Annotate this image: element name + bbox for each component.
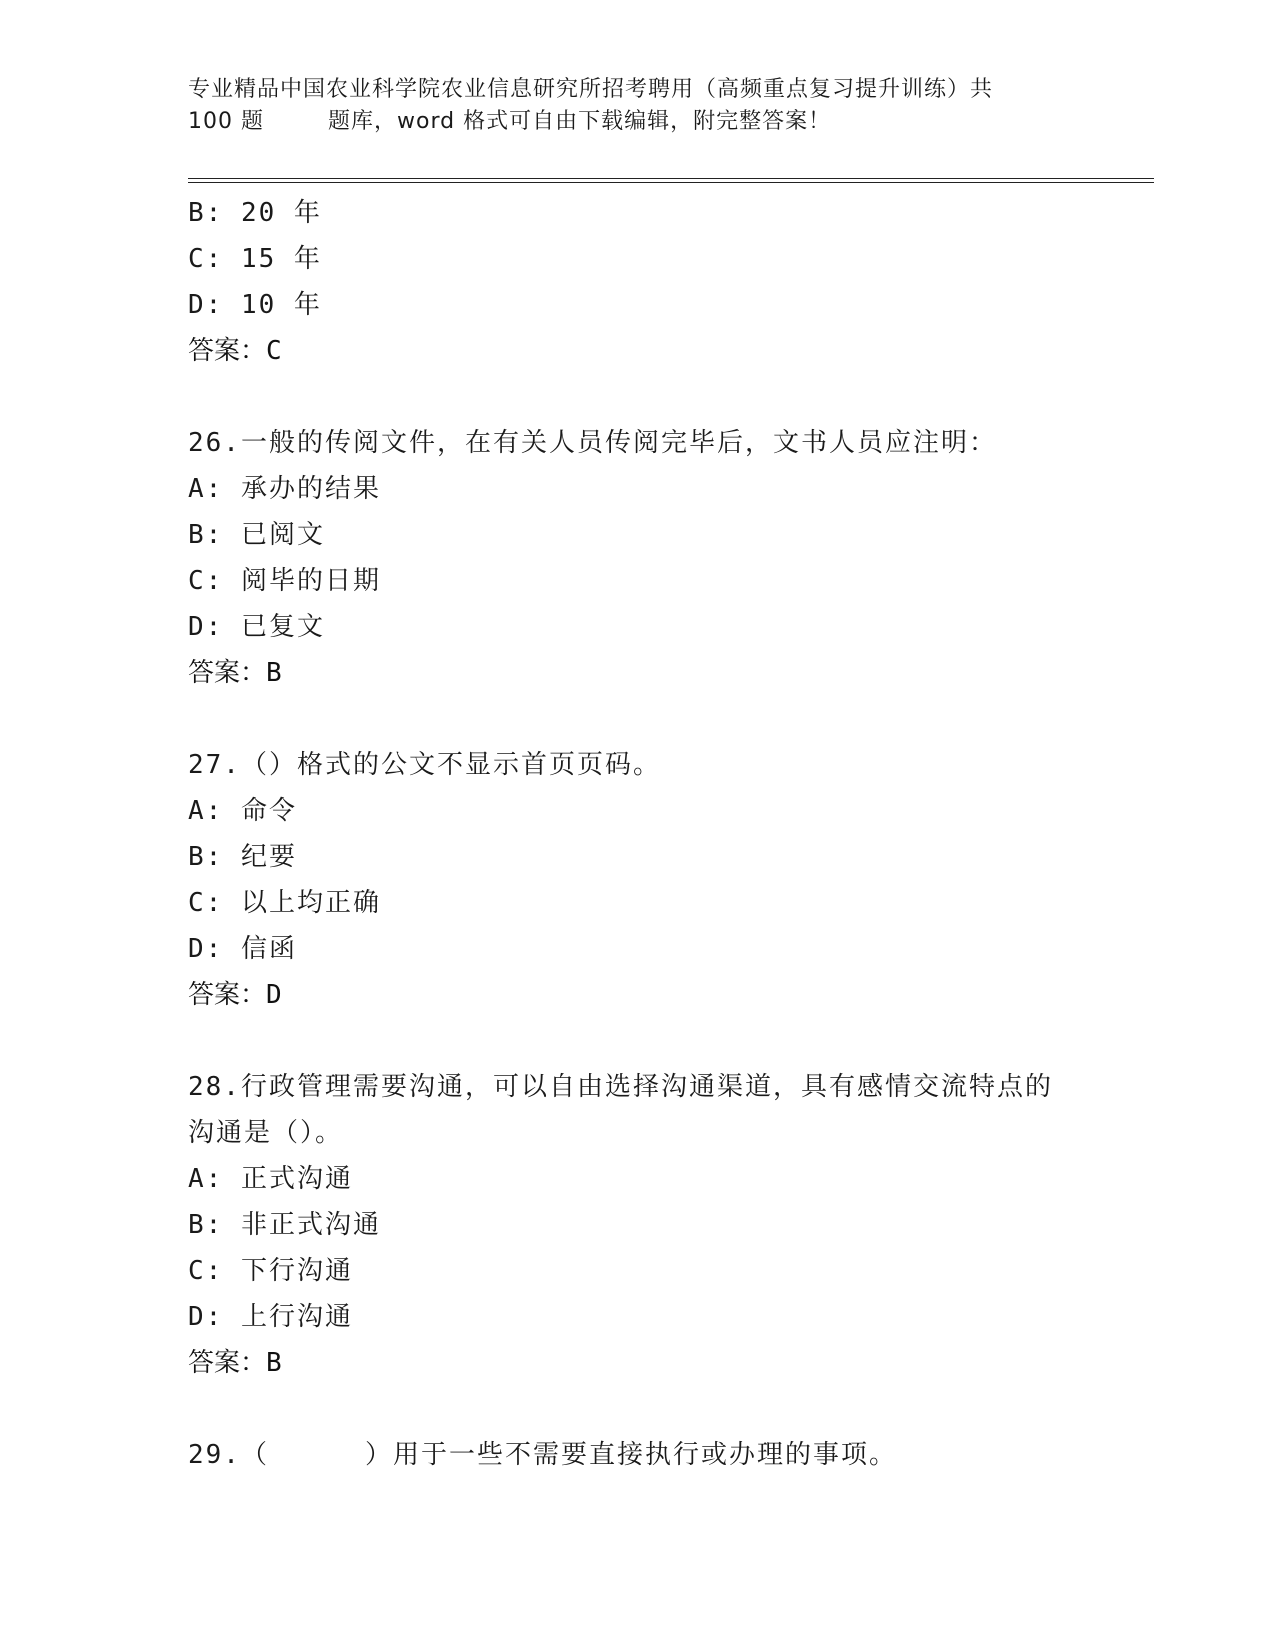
header-line-1: 专业精品中国农业科学院农业信息研究所招考聘用（高频重点复习提升训练）共 (188, 77, 994, 102)
option-c: C: 以上均正确 (188, 888, 381, 918)
question-stem: 27.（）格式的公文不显示首页页码。 (188, 750, 661, 780)
option-a: A: 承办的结果 (188, 474, 381, 504)
answer-value: B (266, 1348, 282, 1378)
answer-value: D (266, 980, 282, 1010)
option-d: D: 已复文 (188, 612, 325, 642)
option-c: C: 阅毕的日期 (188, 566, 381, 596)
question-26 (188, 420, 1088, 696)
header-divider-top (188, 178, 1154, 179)
header-line-2 (188, 106, 1068, 138)
question-27 (188, 742, 1088, 1018)
header-line-2-text: 题库，word 格式可自由下载编辑，附完整答案！ (328, 109, 832, 134)
carryover-question (188, 190, 1088, 374)
question-stem: 28.行政管理需要沟通，可以自由选择沟通渠道，具有感情交流特点的 (188, 1072, 1053, 1102)
option-b: B: 非正式沟通 (188, 1210, 381, 1240)
option-d: D: 上行沟通 (188, 1302, 353, 1332)
option-c: C: 下行沟通 (188, 1256, 353, 1286)
answer-value: B (266, 658, 282, 688)
option-b: B: 20 年 (188, 198, 322, 228)
question-29 (188, 1432, 1088, 1478)
spacer (188, 1386, 1088, 1432)
option-a: A: 命令 (188, 796, 297, 826)
question-stem: 26.一般的传阅文件，在有关人员传阅完毕后，文书人员应注明： (188, 428, 997, 458)
option-b: B: 已阅文 (188, 520, 325, 550)
question-count: 100 题 (188, 109, 264, 134)
answer-value: C (266, 336, 282, 366)
answer-line: 答案：C (188, 336, 282, 366)
option-b: B: 纪要 (188, 842, 297, 872)
page-header (188, 74, 1068, 138)
header-divider-bottom (188, 182, 1154, 183)
question-stem: 29.（ ）用于一些不需要直接执行或办理的事项。 (188, 1440, 897, 1470)
option-c: C: 15 年 (188, 244, 322, 274)
spacer (188, 1018, 1088, 1064)
answer-line: 答案：B (188, 1348, 282, 1378)
spacer (188, 696, 1088, 742)
option-d: D: 10 年 (188, 290, 322, 320)
option-a: A: 正式沟通 (188, 1164, 353, 1194)
spacer (188, 374, 1088, 420)
question-list (188, 190, 1088, 1478)
question-stem-continued: 沟通是（）。 (188, 1118, 344, 1148)
option-d: D: 信函 (188, 934, 297, 964)
answer-line: 答案：B (188, 658, 282, 688)
question-28 (188, 1064, 1088, 1386)
answer-line: 答案：D (188, 980, 282, 1010)
